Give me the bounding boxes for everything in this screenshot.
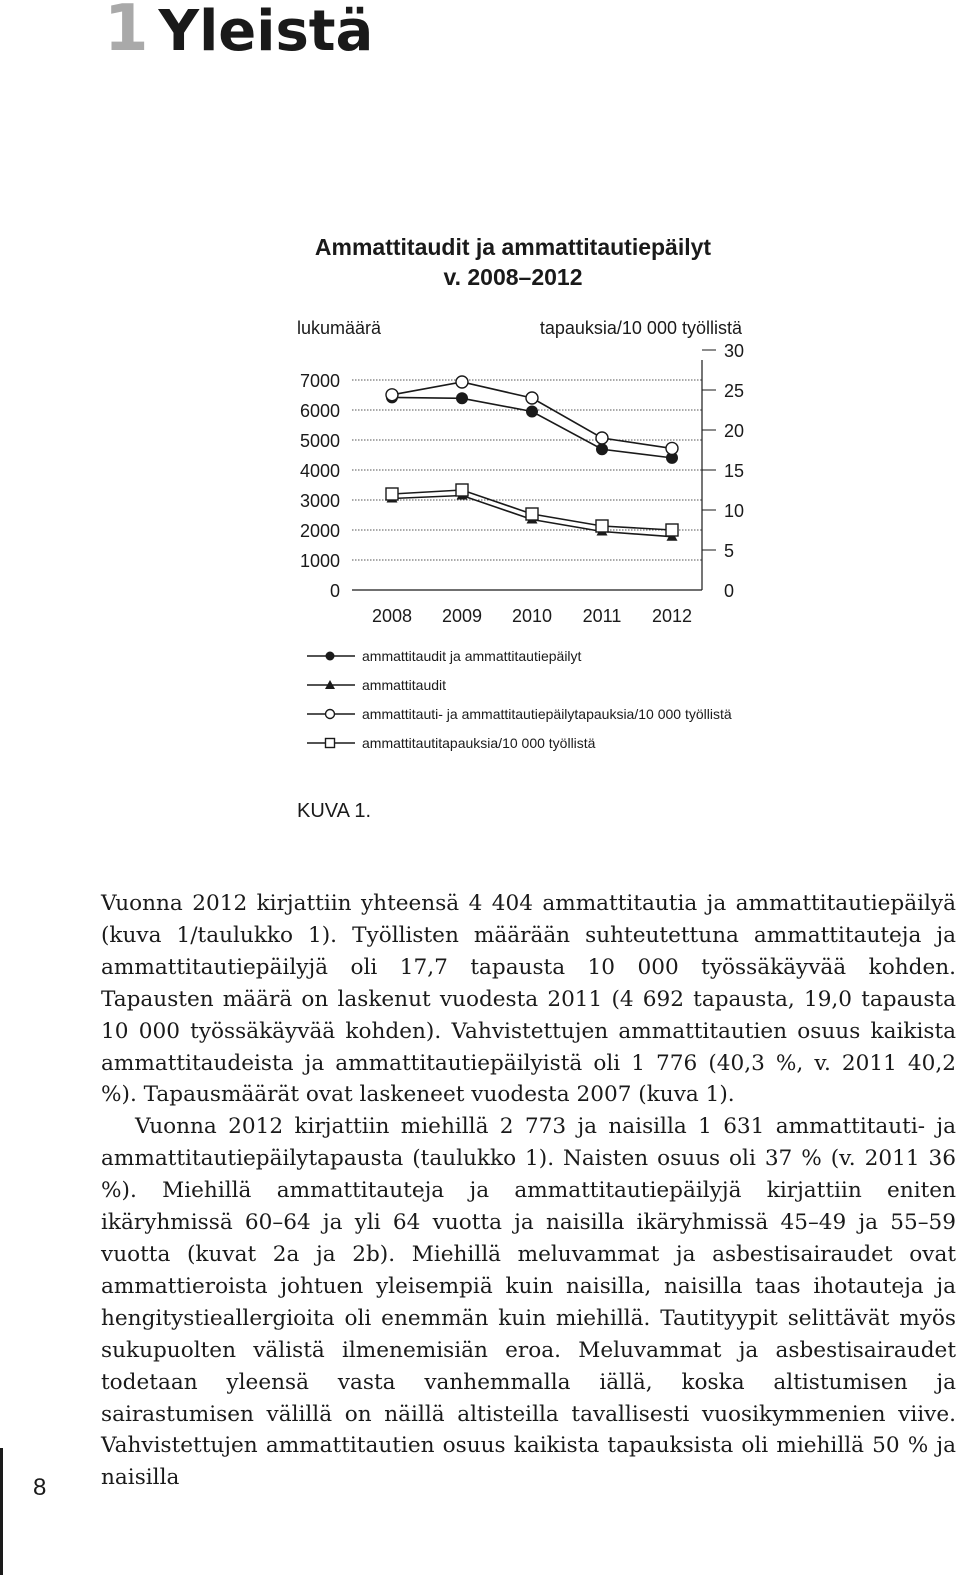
left-tick-label: 2000: [299, 521, 340, 541]
data-point: [386, 488, 398, 500]
data-point: [386, 389, 398, 401]
data-point: [526, 508, 538, 520]
data-point: [596, 432, 608, 444]
x-tick-label: 2010: [511, 606, 553, 626]
chart-title-line-2: v. 2008–2012: [443, 264, 583, 290]
legend-label: ammattitauti- ja ammattitautiepäilytapauksia/10 000 työllistä: [362, 706, 732, 722]
data-point: [526, 406, 538, 418]
x-tick-label: 2008: [371, 606, 413, 626]
left-tick-label: 3000: [299, 491, 340, 511]
data-point: [666, 524, 678, 536]
right-tick-label: 15: [724, 461, 745, 481]
right-tick-label: 5: [724, 541, 735, 561]
x-tick-label: 2012: [651, 606, 693, 626]
left-tick-label: 6000: [299, 401, 340, 421]
left-axis-label: lukumäärä: [297, 318, 382, 338]
right-tick-label: 0: [724, 581, 735, 601]
page-margin-bar: [0, 1448, 3, 1575]
right-tick-label: 25: [724, 381, 745, 401]
right-axis-label: tapauksia/10 000 työllistä: [539, 318, 742, 338]
chart-title-line-1: Ammattitaudit ja ammattitautiepäilyt: [314, 234, 712, 260]
left-tick-label: 1000: [299, 551, 340, 571]
left-tick-label: 4000: [299, 461, 340, 481]
x-tick-label: 2011: [582, 606, 622, 626]
legend-marker: [326, 739, 335, 748]
chapter-number: 1: [104, 0, 149, 66]
legend-marker: [326, 710, 335, 719]
left-tick-label: 0: [329, 581, 340, 601]
right-tick-label: 10: [724, 501, 745, 521]
legend-marker: [326, 652, 335, 661]
data-point: [456, 376, 468, 388]
data-point: [456, 392, 468, 404]
data-point: [596, 443, 608, 455]
data-point: [666, 442, 678, 454]
legend-label: ammattitautitapauksia/10 000 työllistä: [362, 735, 596, 751]
legend-label: ammattitaudit ja ammattitautiepäilyt: [362, 648, 582, 664]
left-tick-label: 5000: [299, 431, 340, 451]
data-point: [526, 392, 538, 404]
line-chart: [0, 0, 960, 780]
left-tick-label: 7000: [299, 371, 340, 391]
paragraph-2: Vuonna 2012 kirjattiin miehillä 2 773 ja naisilla 1 631 ammattitauti- ja ammattitautiepäilytapausta (taulukko 1). Naisten osuus oli 37 % (v. 2011 36 %). Miehillä ammattitauteja ja ammattitautiepäilyjä kirjattiin eniten ikäryhmissä 60–64 ja yli 64 vuotta ja naisilla ikäryhmissä 45–49 ja 55–59 vuotta (kuvat 2a ja 2b). Miehillä meluvammat ja asbestisairaudet ovat ammattieroista johtuen yleisempiä kuin naisilla, naisilla taas ihotauteja ja hengitystieallergioita oli enemmän kuin miehillä. Tautityypit selittävät myös sukupuolten välistä ilmenemisiän eroa. Meluvammat ja asbestisairaudet todetaan yleensä vasta vanhemmalla iällä, koska altistumisen ja sairastumisen välillä on näillä altisteilla tavallisesti vuosikymmenien viive. Vahvistettujen ammattitautien osuus kaikista tapauksista oli miehillä 50 % ja naisilla: [101, 1114, 956, 1491]
body-text: [101, 888, 956, 1494]
right-tick-label: 20: [724, 421, 745, 441]
right-tick-label: 30: [724, 341, 745, 361]
x-tick-label: 2009: [441, 606, 483, 626]
page-number: 8: [33, 1474, 47, 1501]
figure-caption: KUVA 1.: [297, 800, 372, 822]
data-point: [456, 484, 468, 496]
paragraph-1: Vuonna 2012 kirjattiin yhteensä 4 404 ammattitautia ja ammattitautiepäilyä (kuva 1/taulukko 1). Työllisten määrään suhteutettuna ammattitauteja ja ammattitautiepäilyjä oli 17,7 tapausta 10 000 työssäkäyvää kohden. Tapausten määrä on laskenut vuodesta 2011 (4 692 tapausta, 19,0 tapausta 10 000 työssäkäyvää kohden). Vahvistettujen ammattitautien osuus kaikista ammattitaudeista ja ammattitautiepäilyistä oli 1 776 (40,3 %, v. 2011 40,2 %). Tapausmäärät ovat laskeneet vuodesta 2007 (kuva 1).: [101, 891, 956, 1108]
chapter-title: Yleistä: [158, 0, 374, 64]
legend-label: ammattitaudit: [362, 677, 447, 693]
data-point: [596, 520, 608, 532]
